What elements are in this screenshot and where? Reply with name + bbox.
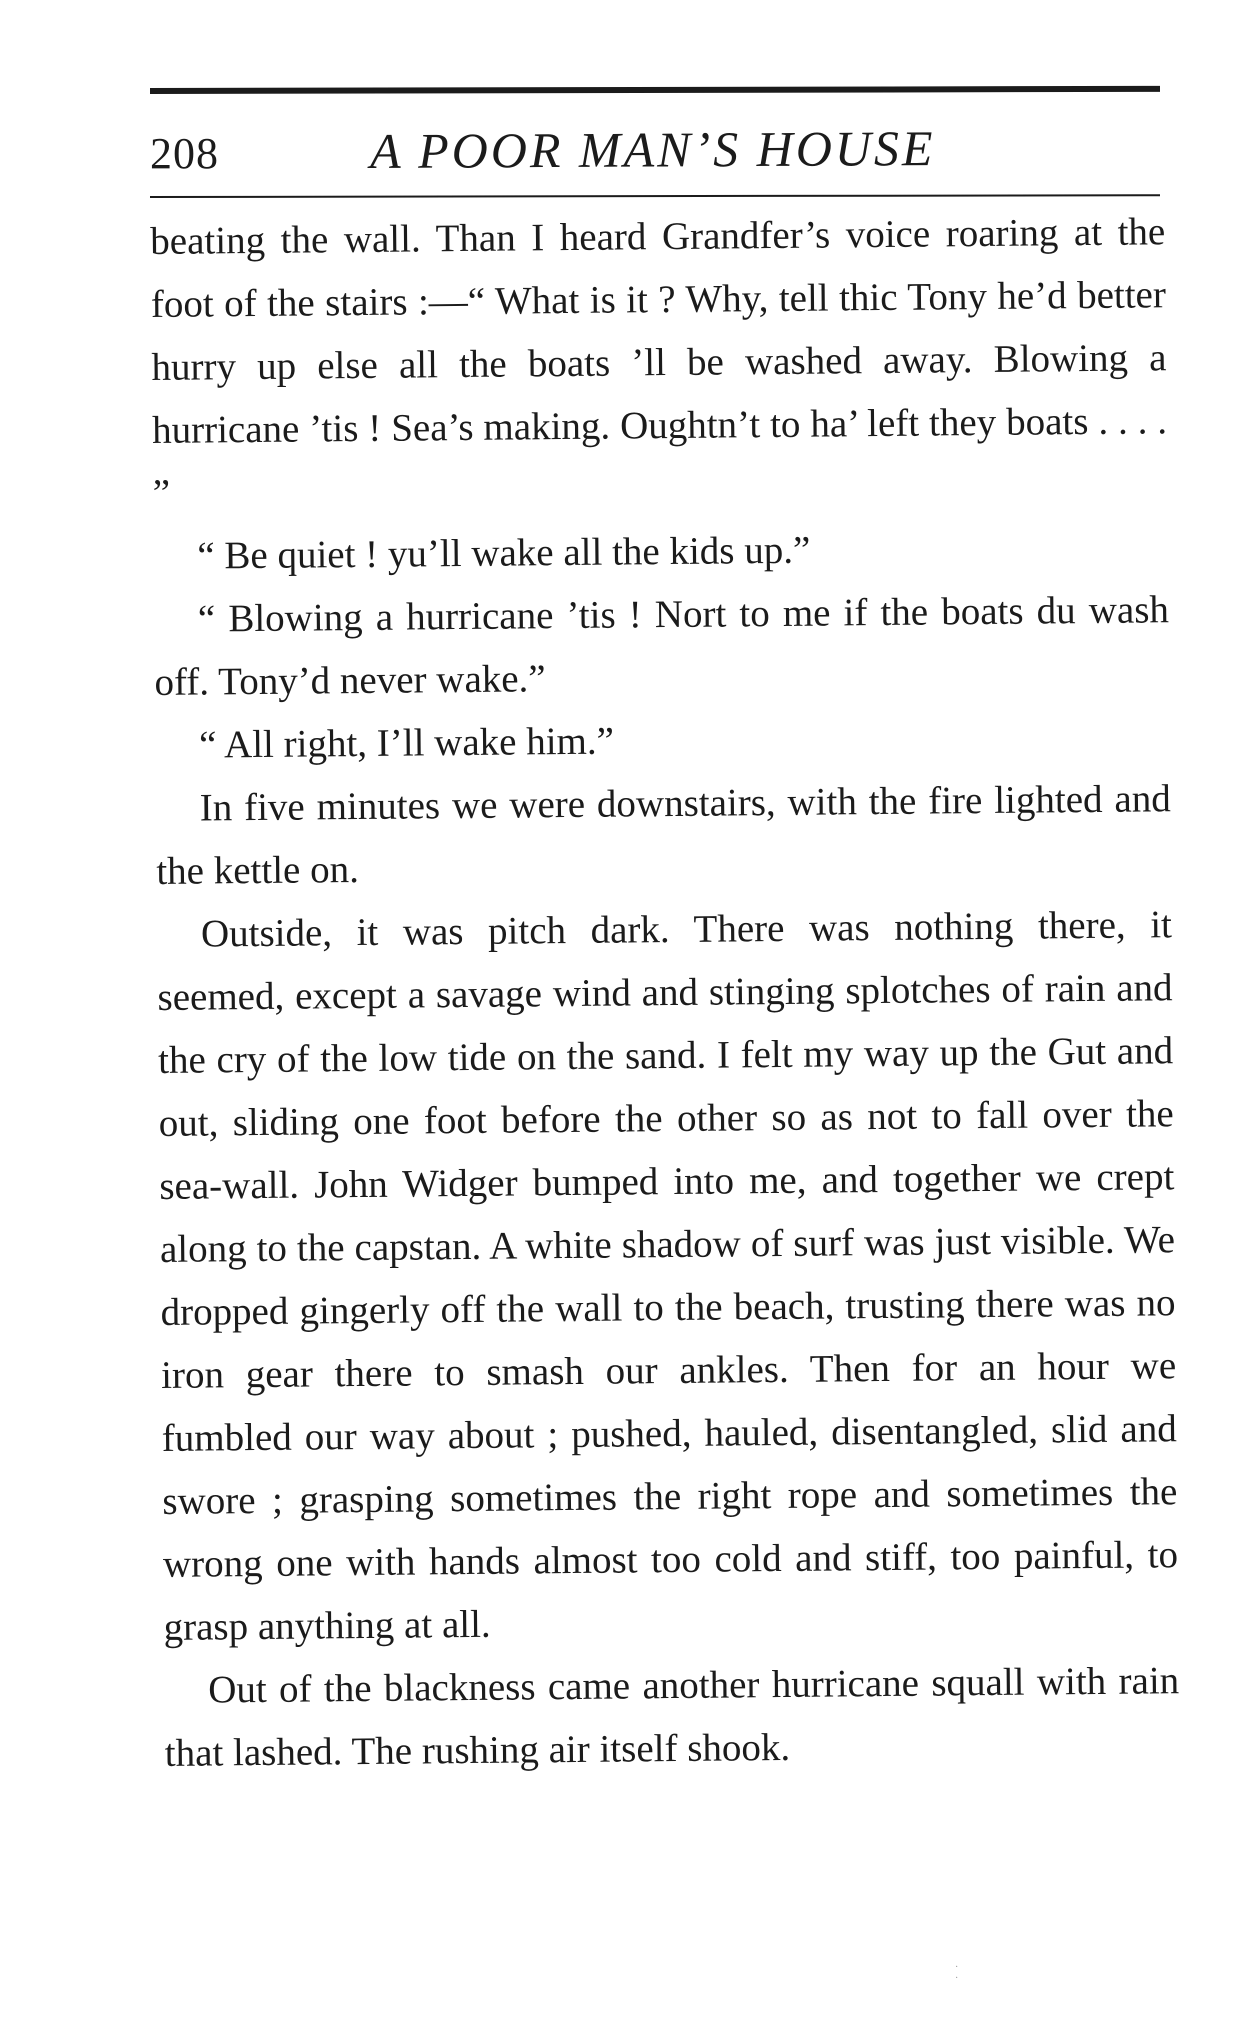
header-rule [150, 194, 1160, 198]
paragraph: Outside, it was pitch dark. There was nothing there, it seemed, except a savage wind and stinging splotches of rain and the cry of the low tide on the sand. I felt my way up the Gut and out, sliding one foot before the other so as not to fall over the sea-wall. John Widger bumped into me, and together we crept along to the capstan. A white shadow of surf was just visible. We dropped gingerly off the wall to the beach, trusting there was no iron gear there to smash our ankles. Then for an hour we fumbled our way about ; pushed, hauled, disentangled, slid and swore ; grasping sometimes the right rope and sometimes the wrong one with hands almost too cold and stiff, too painful, to grasp anything at all. [157, 903, 1179, 1649]
top-rule [150, 86, 1160, 94]
running-head [150, 122, 1160, 192]
paragraph: In five minutes we were downstairs, with the fire lighted and the kettle on. [156, 777, 1171, 893]
body-text [150, 200, 1180, 1785]
paragraph: “ Blowing a hurricane ’tis ! Nort to me if the boats du wash off. Tony’d never wake.” [154, 588, 1170, 704]
paragraph: Out of the blackness came another hurricane squall with rain that lashed. The rushing air itself shook. [164, 1659, 1180, 1775]
paragraph-continued: beating the wall. Than I heard Grandfer’s voice roaring at the foot of the stairs :—“ What is it ? Why, tell thic Tony he’d better hurry up else all the boats ’ll be washed away. Blowing a hurricane ’tis ! Sea’s making. Oughtn’t to ha’ left they boats . . . . ” [150, 210, 1168, 515]
paragraph: “ Be quiet ! yu’ll wake all the kids up.” [197, 528, 811, 578]
page-number: 208 [150, 129, 219, 178]
paragraph: “ All right, I’ll wake him.” [198, 719, 615, 767]
running-title: A POOR MAN’S HOUSE [369, 120, 936, 179]
print-speck: · · [955, 1962, 961, 1984]
